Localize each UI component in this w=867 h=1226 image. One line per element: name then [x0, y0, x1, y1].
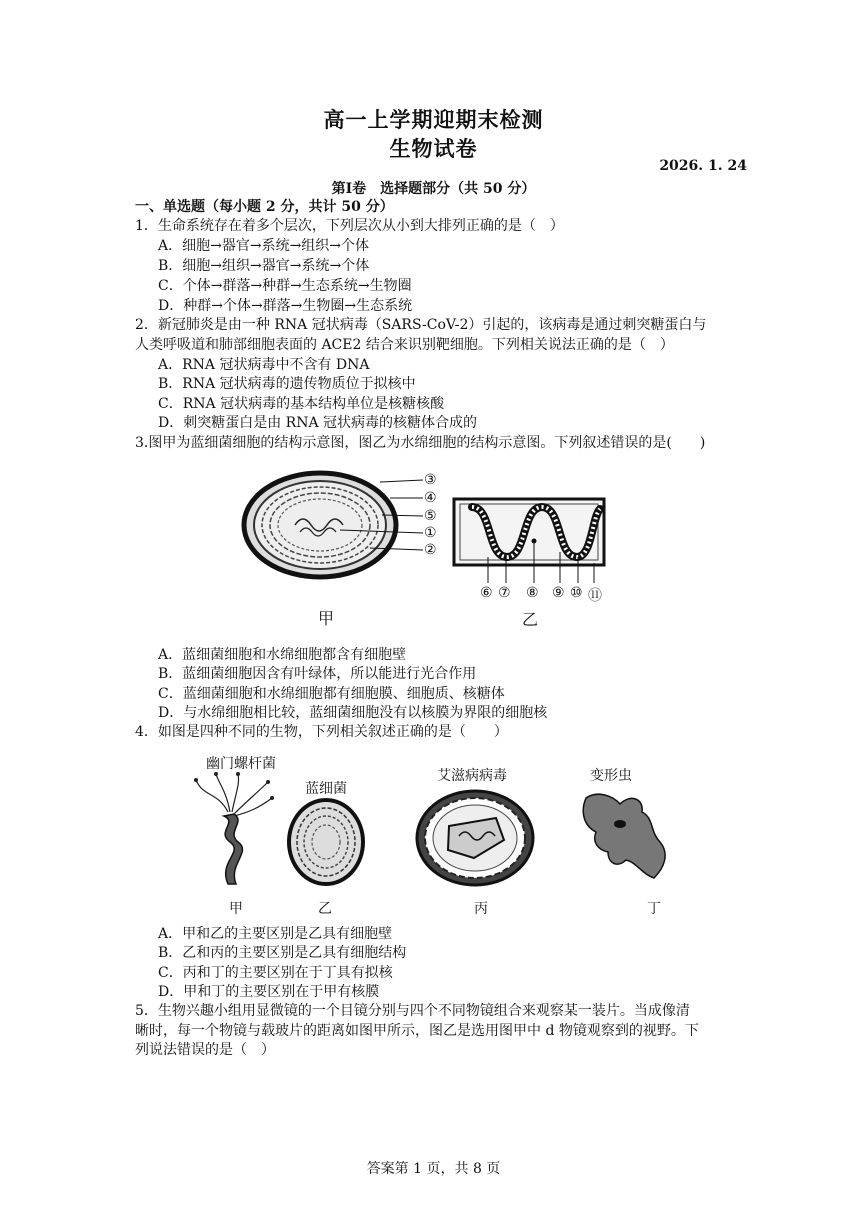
q3-option-b: B．蓝细菌细胞因含有叶绿体，所以能进行光合作用 — [158, 666, 477, 682]
fig-jia-label-1: ① — [424, 525, 437, 541]
organism-caption-jia: 甲 — [229, 901, 243, 917]
q2-stem-line1: 2．新冠肺炎是由一种 RNA 冠状病毒（SARS-CoV-2）引起的，该病毒是通过刺突糖蛋白与 — [135, 317, 707, 333]
organism-amoeba-drawing — [578, 788, 673, 883]
organism-hiv-drawing — [414, 788, 536, 888]
q2-option-d: D．刺突糖蛋白是由 RNA 冠状病毒的核糖体合成的 — [158, 415, 478, 431]
q4-option-d: D．甲和丁的主要区别在于甲有核膜 — [158, 984, 380, 1000]
q1-option-c: C．个体→群落→种群→生态系统→生物圈 — [158, 278, 412, 294]
section-title: 一、单选题（每小题 2 分，共计 50 分） — [135, 199, 394, 215]
organism-caption-yi: 乙 — [318, 901, 332, 917]
part-title: 第Ⅰ卷 选择题部分（共 50 分） — [331, 181, 536, 197]
exam-date: 2026. 1. 24 — [659, 158, 747, 174]
fig-yi-label-11: ⑪ — [588, 588, 602, 604]
fig-yi-label-7: ⑦ — [498, 585, 511, 601]
organism-cyanobacteria-drawing — [286, 798, 366, 886]
exam-subject: 生物试卷 — [389, 136, 478, 161]
q2-option-c: C．RNA 冠状病毒的基本结构单位是核糖核酸 — [158, 396, 445, 412]
q3-figure-jia — [240, 470, 450, 590]
fig-jia-label-3: ③ — [424, 472, 437, 488]
fig-yi-label-8: ⑧ — [526, 585, 539, 601]
q4-option-c: C．丙和丁的主要区别在于丁具有拟核 — [158, 965, 393, 981]
fig-yi-label-10: ⑩ — [570, 585, 583, 601]
q2-option-a: A．RNA 冠状病毒中不含有 DNA — [158, 357, 370, 373]
q3-stem: 3.图甲为蓝细菌细胞的结构示意图，图乙为水绵细胞的结构示意图。下列叙述错误的是( ) — [135, 435, 706, 451]
organism-label-hiv: 艾滋病病毒 — [437, 768, 507, 784]
q5-stem-line2: 晰时，每一个物镜与载玻片的距离如图甲所示，图乙是选用图甲中 d 物镜观察到的视野。下 — [135, 1023, 699, 1039]
fig-yi-label-6: ⑥ — [480, 585, 493, 601]
organism-label-amoeba: 变形虫 — [590, 768, 632, 784]
q5-stem-line1: 5．生物兴趣小组用显微镜的一个目镜分别与四个不同物镜组合来观察某一装片。当成像清 — [135, 1003, 690, 1019]
q1-option-a: A．细胞→器官→系统→组织→个体 — [158, 238, 370, 254]
q4-option-b: B．乙和丙的主要区别是乙具有细胞结构 — [158, 945, 407, 961]
organism-label-helicobacter: 幽门螺杆菌 — [206, 756, 276, 772]
exam-title: 高一上学期迎期末检测 — [323, 107, 544, 132]
q3-figure-yi — [452, 497, 607, 587]
q1-option-b: B．细胞→组织→器官→系统→个体 — [158, 258, 370, 274]
organism-label-cyanobacteria: 蓝细菌 — [305, 781, 347, 797]
q4-stem: 4．如图是四种不同的生物，下列相关叙述正确的是（ ） — [135, 724, 508, 740]
organism-helicobacter-drawing — [188, 772, 278, 892]
fig-yi-label-9: ⑨ — [552, 585, 565, 601]
q1-stem: 1．生命系统存在着多个层次，下列层次从小到大排列正确的是（ ） — [135, 218, 564, 234]
q1-option-d: D．种群→个体→群落→生物圈→生态系统 — [158, 298, 413, 314]
q2-option-b: B．RNA 冠状病毒的遗传物质位于拟核中 — [158, 376, 416, 392]
organism-caption-ding: 丁 — [647, 901, 661, 917]
q3-option-a: A．蓝细菌细胞和水绵细胞都含有细胞壁 — [158, 647, 407, 663]
page-footer: 答案第 1 页，共 8 页 — [366, 1161, 501, 1177]
fig-jia-label-5: ⑤ — [424, 508, 437, 524]
q2-stem-line2: 人类呼吸道和肺部细胞表面的 ACE2 结合来识别靶细胞。下列相关说法正确的是（ ） — [135, 337, 674, 353]
q4-option-a: A．甲和乙的主要区别是乙具有细胞壁 — [158, 926, 393, 942]
q5-stem-line3: 列说法错误的是（ ） — [135, 1042, 275, 1058]
fig-jia-label-4: ④ — [424, 490, 437, 506]
q3-option-d: D．与水绵细胞相比较，蓝细菌细胞没有以核膜为界限的细胞核 — [158, 705, 548, 721]
organism-caption-bing: 丙 — [474, 901, 488, 917]
fig-caption-jia: 甲 — [318, 609, 335, 628]
q3-option-c: C．蓝细菌细胞和水绵细胞都有细胞膜、细胞质、核糖体 — [158, 686, 505, 702]
fig-jia-label-2: ② — [424, 542, 437, 558]
fig-caption-yi: 乙 — [522, 610, 539, 629]
